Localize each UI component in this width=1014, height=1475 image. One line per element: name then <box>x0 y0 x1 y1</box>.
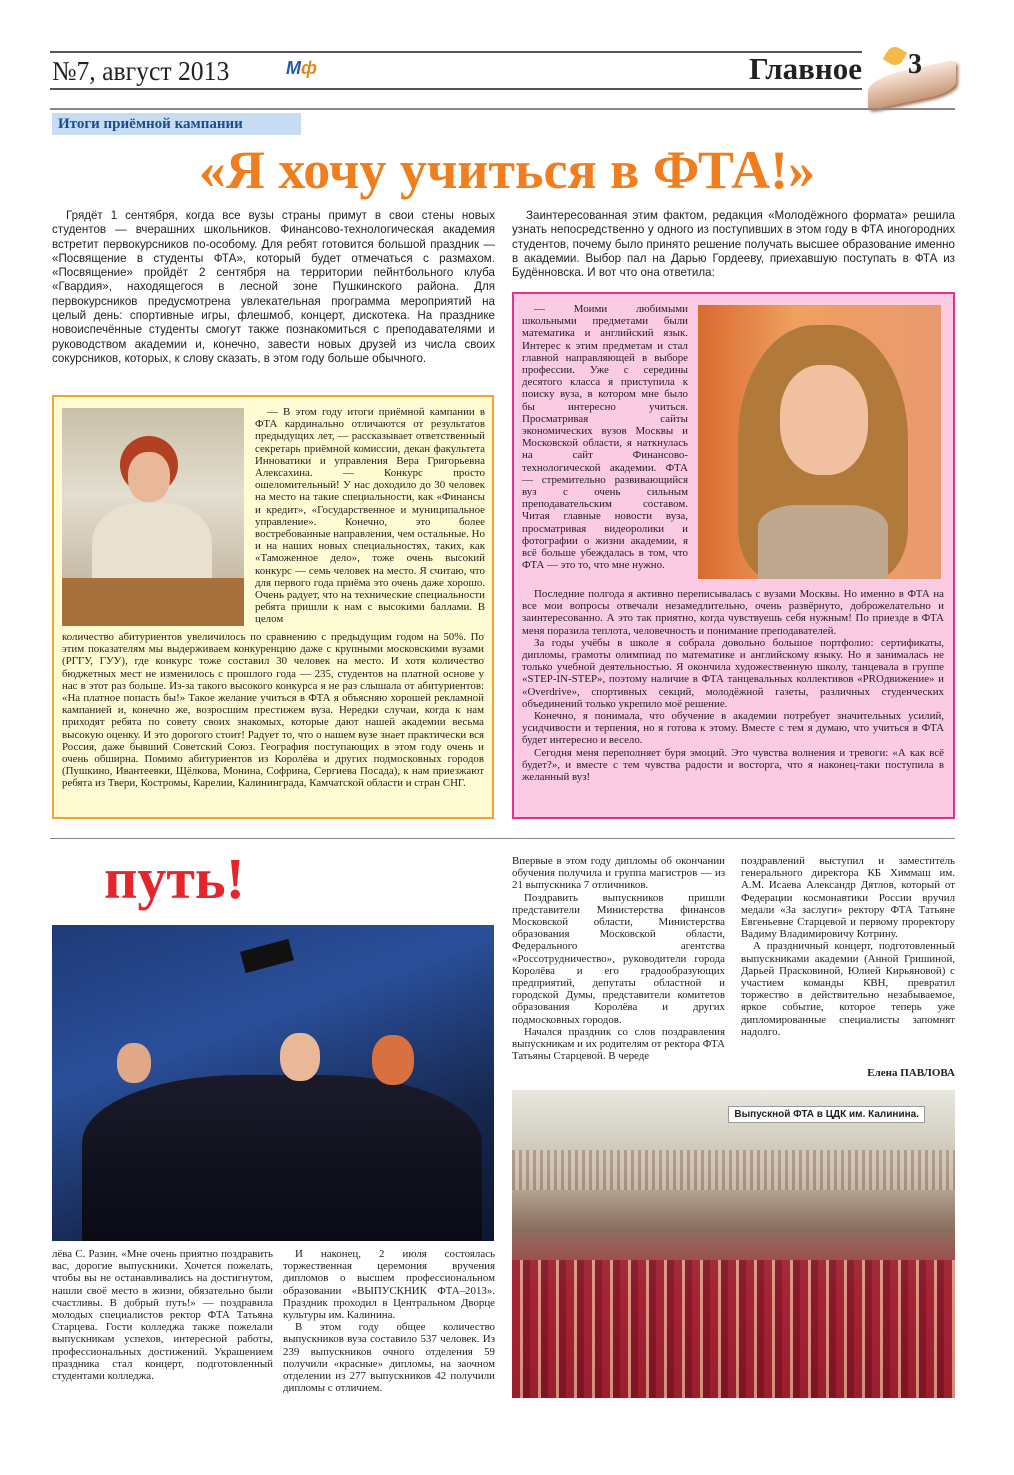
author-signature: Елена ПАВЛОВА <box>867 1067 955 1079</box>
student-text-bottom: Последние полгода я активно переписывалась с вузами Москвы. Но именно в ФТА на все мои вопросы отвечали незамедлительно, очень развёрнуто, доброжелательно и заинтересованно. А это так приятно, когда чувствуешь себя нужным! По приезде в ФТА меня поразила теплота, человечность и понимание преподавателей. За годы учёбы в школе я собрала довольно большое портфолио: сертификаты, дипломы, грамоты олимпиад по математике и английскому языку. Но я занималась не только учебной деятельностью. Я окончила художественную школу, танцевала в группе «STEP-IN-STEP», поэтому наличие в ФТА танцевальных коллективов «PROдвижение» и «Overdrive», спортивных секций, молодёжной газеты, различных студенческих объединений только укрепило моё решение. Конечно, я понимала, что обучение в академии потребует значительных усилий, усидчивости и терпения, но я готова к этому. Вместе с тем я думаю, что учиться в ФТА будет интересно и весело. Сегодня меня переполняет буря эмоций. Это чувства волнения и тревоги: «А как всё будет?», и вместе с тем чувства радости и восторга, что я наконец-таки поступила в желанный вуз! <box>522 588 944 784</box>
article2-col2: И наконец, 2 июля состоялась торжественная церемония вручения дипломов о высшем профессиональном образовании «ВЫПУСКНИК ФТА–2013». Праздник проходил в Центральном Дворце культуры им. Калинина. В этом году общее количество выпускников вуза составило 537 человек. Из 239 выпускников очного отделения 59 получили «красные» дипломы, на заочном отделении из 277 выпускников 42 получили дипломы с отличием. <box>283 1248 495 1395</box>
article2-title: путь! <box>104 846 245 911</box>
book-icon <box>868 49 960 107</box>
photo-caption: Выпускной ФТА в ЦДК им. Калинина. <box>728 1106 925 1123</box>
article2-col1: лёва С. Разин. «Мне очень приятно поздравить вас, дорогие выпускники. Хочется пожелать, чтобы вы не останавливались на достигнутом, нашли своё место в жизни, обязательно были счастливы. В добрый путь!» — поздравила молодых специалистов ректор ФТА Татьяна Старцева. Гости колледжа также пожелали выпускникам успехов, интересной работы, профессиональных достижений. Украшением праздника стал концерт, подготовленный студентами колледжа. <box>52 1248 273 1383</box>
photo-vera-aleksakhina <box>62 408 244 626</box>
photo-graduates <box>52 925 494 1241</box>
intro-right: Заинтересованная этим фактом, редакция «Молодёжного формата» решила узнать непосредственно у одного из поступивших в этом году в ФТА иногородних студентов, почему было принято решение получать высшее образование именно в академии. Выбор пал на Дарью Гордееву, приехавшую поступать в ФТА из Будённовска. И вот что она ответила: <box>512 209 955 280</box>
photo-darya-gordeeva <box>698 305 941 579</box>
section-title: Главное <box>749 51 862 86</box>
admissions-text-bottom: количество абитуриентов увеличилось по сравнению с предыдущим годом на 50%. По этим показателям мы выдерживаем конкуренцию даже с крупными московскими вузами (РГГУ, ГУУ), где конкурс тоже составил 30 человек на место. И хотя количество бюджетных мест не изменилось с прошлого года — 235, студентов на платной основе у нас в этот раз больше. Из-за такого высокого конкурса я не раз слышала от абитуриентов: «На платное попасть бы!» Такое желание учиться в ФТА я объясняю хорошей рекламной кампанией и, конечно же, возросшим престижем вуза. Нередки случаи, когда к нам приходят ребята по совету своих знакомых, которые дают нашей академии весьма высокую оценку. И это дорогого стоит! Радует то, что о нашем вузе знает практически вся Россия, даже бывший Советский Союз. География поступающих в этом году очень и очень обширна. Помимо абитуриентов из Королёва и других подмосковных городов (Пушкино, Ивантеевки, Щёлкова, Монина, Софрина, Сергиева Посада), к нам приезжают ребята из Твери, Костромы, Карелии, Калининграда, Камчатской области и стран СНГ. <box>62 631 484 790</box>
page-number: 3 <box>908 49 922 80</box>
student-text-top: — Моими любимыми школьными предметами были математика и английский язык. Интерес к этим предметам и стал главной направляющей в выборе профессии. Уже с середины десятого класса я приступила к поиску вуза, в котором мне было бы интересно учиться. Просматривая сайты экономических вузов Москвы и Московской области, я наткнулась на сайт Финансово-технологической академии. ФТА — стремительно развивающийся вуз с очень сильным преподавательским составом. Читая главные новости вуза, просматривая видеоролики и фотографии о жизни академии, я всё больше убеждалась в том, что ФТА — это то, что мне нужно. <box>522 303 688 572</box>
headline: «Я хочу учиться в ФТА!» <box>198 140 816 200</box>
admissions-text-top: — В этом году итоги приёмной кампании в ФТА кардинально отличаются от результатов предыдущих лет, — рассказывает ответственный секретарь приёмной комиссии, декан факультета Инноватики и управления Вера Григорьевна Алексахина. — Конкурс просто ошеломительный! У нас доходило до 30 человек на место на такие специальности, как «Финансы и кредит», «Государственное и муниципальное управление». Конечно, это более востребованные направления, чем остальные. Но и на наших новых специальностях, таких, как «Таможенное дело», тоже очень высокий конкурс — семь человек на место. Я считаю, что для первого года приёма это очень даже хорошо. Очень радует, что на технические специальности ребята пришли к нам с высокими баллами. В целом <box>255 406 485 626</box>
logo: Мф <box>286 58 317 78</box>
article2-col4: поздравлений выступил и заместитель генерального директора КБ Химмаш им. А.М. Исаева Александр Дятлов, который от Федерации космонавтики России вручил медали «За заслуги» ректору ФТА Татьяне Евгеньевне Старцевой и первому проректору Вадиму Владимировичу Котрину. А праздничный концерт, подготовленный выпускниками академии (Анной Гришиной, Дарьей Прасковиной, Юлией Кирьяновой) с участием команды КВН, превратил торжество в действительно незабываемое, яркое событие, которое теперь уже дипломированные специалисты запомнят надолго. <box>741 855 955 1038</box>
section-tag: Итоги приёмной кампании <box>52 113 301 135</box>
photo-graduation-hall <box>512 1090 955 1398</box>
intro-left: Грядёт 1 сентября, когда все вузы страны примут в свои стены новых студентов — вчерашних школьников. Финансово-технологическая академия встретит первокурсников по-особому. Для ребят готовится большой праздник — «Посвящение в студенты ФТА», который будет отмечаться с размахом. «Посвящение» пройдёт 2 сентября на территории пейнтбольного клуба «Гвардия», находящегося в лесной зоне Пушкинского района. Для первокурсников предусмотрена увлекательная программа мероприятий на целый день: спортивные игры, флешмоб, концерт, дискотека. На празднике новоиспечённые студенты смогут также познакомиться с преподавателями и руководством академии и, конечно, завести новых друзей из числа своих сокурсников, которых, к слову сказать, в этом году больше обычного. <box>52 209 495 365</box>
article2-col3: Впервые в этом году дипломы об окончании обучения получила и группа магистров — из 21 выпускника 7 отличников. Поздравить выпускников пришли представители Министерства финансов Московской области, Министерства образования Московской области, Федерального агентства «Россотрудничество», руководители города Королёва и его градообразующих предприятий, депутаты областной и городской Думы, представители комитетов образования Королёва и других подмосковных городов. Начался праздник со слов поздравления выпускникам и их родителям от ректора ФТА Татьяны Старцевой. В череде <box>512 855 725 1063</box>
leaf-icon <box>883 44 908 69</box>
issue-info: №7, август 2013 <box>52 56 230 86</box>
